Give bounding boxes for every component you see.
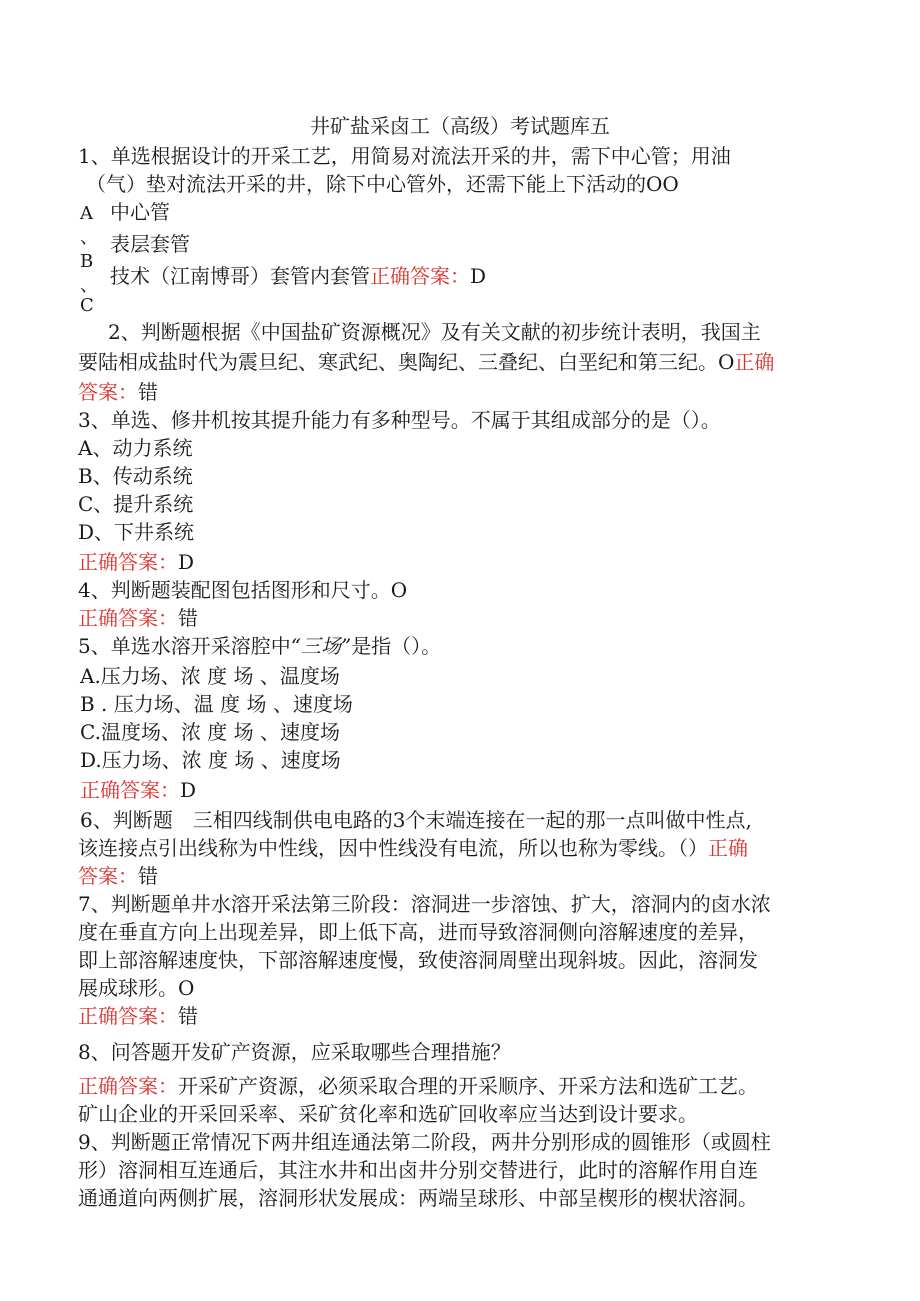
q7-line1: 7、判断题单井水溶开采法第三阶段：溶洞进一步溶蚀、扩大，溶洞内的卤水浓 [78, 892, 771, 916]
q8-line1: 8、问答题开发矿产资源，应采取哪些合理措施？ [78, 1040, 511, 1064]
q5-answer-line [80, 776, 196, 804]
q2-line2-text: 要陆相成盐时代为震旦纪、寒武纪、奥陶纪、三叠纪、白垩纪和第三纪。O [78, 350, 735, 374]
q1-option-c [110, 262, 486, 290]
q2-line2 [78, 348, 774, 376]
q8-answer-line2: 矿山企业的开采回采率、采矿贫化率和选矿回收率应当达到设计要求。 [78, 1102, 698, 1126]
q1-option-a: 中心管 [110, 200, 170, 224]
q8-answer-text1: 开采矿产资源，必须采取合理的开采顺序、开采方法和选矿工艺。 [178, 1074, 758, 1098]
q3-line1: 3、单选、修井机按其提升能力有多种型号。不属于其组成部分的是（）。 [78, 408, 721, 432]
q5-line1-emphasis: “三场” [290, 634, 352, 658]
q9-line2: 形）溶洞相互连通后，其注水井和出卤井分别交替进行，此时的溶解作用自连 [78, 1158, 758, 1182]
q4-line1: 4、判断题装配图包括图形和尺寸。O [78, 578, 408, 602]
q3-answer-line [78, 548, 194, 576]
q2-line1: 2、判断题根据《中国盐矿资源概况》及有关文献的初步统计表明，我国主 [108, 320, 761, 344]
q5-option-a: A.压力场、浓 度 场 、温度场 [80, 664, 340, 688]
q3-option-b: B、传动系统 [78, 464, 193, 488]
q3-option-a: A、动力系统 [78, 436, 193, 460]
q9-line1: 9、判断题正常情况下两井组连通法第二阶段，两井分别形成的圆锥形（或圆柱 [78, 1130, 771, 1154]
q3-answer-label: 正确答案： [78, 550, 178, 574]
q8-answer-line1 [78, 1072, 758, 1100]
q7-line3: 即上部溶解速度快，下部溶解速度慢，致使溶洞周壁出现斜坡。因此，溶洞发 [78, 948, 758, 972]
q5-line1-pre: 5、单选水溶开采溶腔中 [78, 634, 291, 658]
q1-option-marker-b: B [80, 251, 94, 272]
q1-option-marker-b-separator: 、 [80, 275, 98, 296]
q3-option-d: D、下井系统 [78, 520, 195, 544]
q2-answer: 错 [138, 380, 158, 404]
q3-option-c: C、提升系统 [78, 492, 194, 516]
q6-line1: 6、判断题 三相四线制供电电路的3个末端连接在一起的那一点叫做中性点, [80, 808, 752, 832]
q1-option-marker-a: A [80, 203, 93, 224]
q7-answer-line [78, 1002, 198, 1030]
q1-answer: D [470, 264, 487, 288]
q8-answer-label: 正确答案： [78, 1074, 178, 1098]
q5-option-d: D.压力场、浓 度 场 、速度场 [80, 748, 341, 772]
q1-line1: 1、单选根据设计的开采工艺，用简易对流法开采的井，需下中心管；用油 [78, 144, 731, 168]
q7-answer-label: 正确答案： [78, 1004, 178, 1028]
q5-answer-label: 正确答案： [80, 778, 180, 802]
q5-line1-post: 是指（）。 [351, 634, 442, 658]
q6-line2 [78, 834, 748, 862]
q1-line2: （气）垫对流法开采的井，除下中心管外，还需下能上下活动的OO [86, 172, 679, 196]
q5-line1 [78, 632, 441, 660]
q6-answer-label-part2: 答案： [78, 864, 138, 888]
q9-line3: 通通道向两侧扩展，溶洞形状发展成：两端呈球形、中部呈楔形的楔状溶洞。 [78, 1186, 758, 1210]
q1-option-c-text: 技术（江南博哥）套管内套管 [110, 264, 370, 288]
q1-option-b: 表层套管 [110, 232, 190, 256]
q4-answer-line [78, 604, 198, 632]
q5-option-b: B . 压力场、温 度 场 、速度场 [80, 692, 353, 716]
q7-answer: 错 [178, 1004, 198, 1028]
q6-answer-line [78, 862, 158, 890]
q3-answer: D [178, 550, 195, 574]
q5-answer: D [180, 778, 197, 802]
q2-answer-label-part2: 答案： [78, 380, 138, 404]
q5-option-c: C.温度场、浓 度 场 、速度场 [80, 720, 341, 744]
document-title: 井矿盐采卤工（高级）考试题库五 [310, 114, 610, 138]
q1-option-marker-a-separator: 、 [80, 227, 98, 248]
q1-option-marker-c: C [80, 295, 94, 316]
q4-answer: 错 [178, 606, 198, 630]
q2-answer-line [78, 378, 158, 406]
q7-line4: 展成球形。O [78, 976, 195, 1000]
q4-answer-label: 正确答案： [78, 606, 178, 630]
q1-answer-label: 正确答案： [370, 264, 470, 288]
q6-line2-text: 该连接点引出线称为中性线，因中性线没有电流，所以也称为零线。（） [78, 836, 708, 860]
q7-line2: 度在垂直方向上出现差异，即上低下高，进而导致溶洞侧向溶解速度的差异， [78, 920, 758, 944]
q2-answer-label-part1: 正确 [734, 350, 775, 374]
q6-answer-label-part1: 正确 [708, 836, 748, 860]
q6-answer: 错 [138, 864, 158, 888]
